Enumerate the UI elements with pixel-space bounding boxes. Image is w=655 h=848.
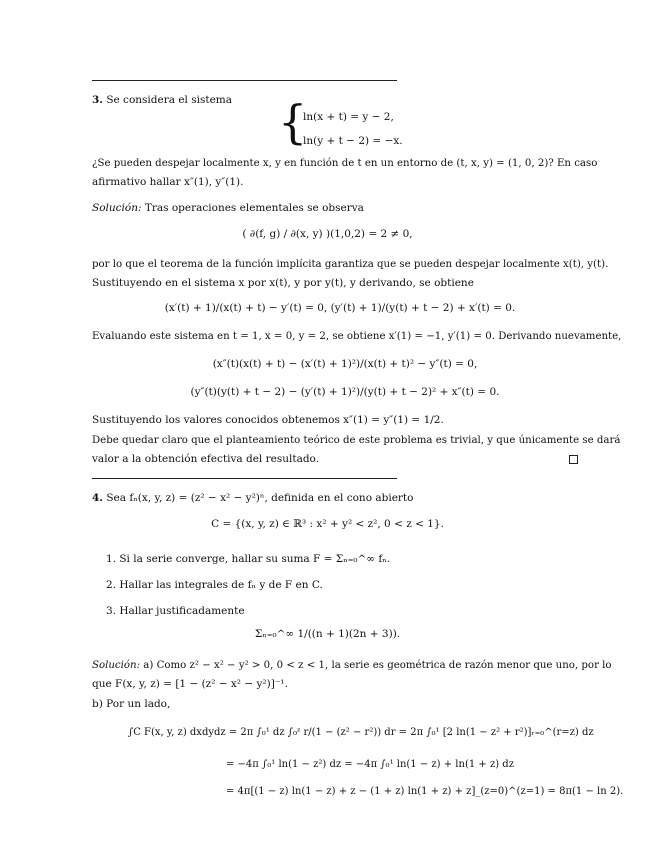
cone-definition: C = {(x, y, z) ∈ ℝ³ : x² + y² < z², 0 < z < 1}.: [211, 518, 444, 530]
problem3-text-e: Debe quedar claro que el planteamiento teórico de este problema es trivial, y que únicamente se dará: [92, 435, 621, 446]
integral-line-3: = 4π[(1 − z) ln(1 − z) + z − (1 + z) ln(1 + z) + z]_(z=0)^(z=1) = 8π(1 − ln 2).: [226, 786, 624, 797]
problem4-number: 4.: [92, 492, 103, 504]
problem3-number: 3.: [92, 94, 103, 106]
problem4-solution-line: [92, 659, 612, 672]
problem3-text-d: Sustituyendo los valores conocidos obtenemos x″(1) = y″(1) = 1/2.: [92, 414, 444, 426]
second-derivative-eq-1: (x″(t)(x(t) + t) − (x′(t) + 1)²)/(x(t) + t)² − y″(t) = 0,: [212, 358, 478, 370]
solution-intro: Tras operaciones elementales se observa: [144, 202, 364, 214]
system-eq-1: ln(x + t) = y − 2,: [303, 111, 394, 123]
problem4-item-1: 1. Si la serie converge, hallar su suma F = Σₙ₌₀^∞ fₙ.: [106, 553, 391, 565]
qed-square: [569, 455, 578, 464]
problem3-text-b: Sustituyendo en el sistema x por x(t), y por y(t), y derivando, se obtiene: [92, 277, 474, 289]
solution-label-4: Solución:: [92, 660, 141, 671]
problem3-intro: Se considera el sistema: [106, 94, 233, 106]
solution-part-a-2: que F(x, y, z) = [1 − (z² − x² − y²)]⁻¹.: [92, 678, 288, 690]
top-rule: [92, 80, 397, 81]
first-derivative-system: (x′(t) + 1)/(x(t) + t) − y′(t) = 0, (y′(t) + 1)/(y(t) + t − 2) + x′(t) = 0.: [164, 302, 516, 314]
middle-rule: [92, 478, 397, 479]
solution-label: Solución:: [92, 202, 142, 214]
system-eq-2: ln(y + t − 2) = −x.: [303, 135, 403, 147]
problem3-solution-line: [92, 202, 364, 215]
problem4-item-2: 2. Hallar las integrales de fₙ y de F en C.: [106, 579, 323, 591]
integral-line-2: = −4π ∫₀¹ ln(1 − z²) dz = −4π ∫₀¹ ln(1 − z) + ln(1 + z) dz: [226, 759, 514, 770]
problem3-question-line2: afirmativo hallar x″(1), y″(1).: [92, 176, 244, 188]
problem4-header: [92, 492, 413, 505]
second-derivative-eq-2: (y″(t)(y(t) + t − 2) − (y′(t) + 1)²)/(y(t) + t − 2)² + x″(t) = 0.: [190, 386, 500, 398]
series-expression: Σₙ₌₀^∞ 1/((n + 1)(2n + 3)).: [254, 628, 401, 640]
problem3-text-c: Evaluando este sistema en t = 1, x = 0, y = 2, se obtiene x′(1) = −1, y′(1) = 0. Derivando nuevamente,: [92, 331, 622, 342]
problem3-header: [92, 94, 232, 107]
problem3-text-a: por lo que el teorema de la función implícita garantiza que se pueden despejar localmente x(t), y(t).: [92, 259, 609, 270]
problem3-question-line1: ¿Se pueden despejar localmente x, y en función de t en un entorno de (t, x, y) = (1, 0, 2)? En caso: [92, 158, 598, 169]
system-brace: {: [278, 95, 308, 149]
solution-part-b: b) Por un lado,: [92, 698, 171, 710]
problem4-intro: Sea fₙ(x, y, z) = (z² − x² − y²)ⁿ, definida en el cono abierto: [106, 492, 414, 504]
solution-part-a-1: a) Como z² − x² − y² > 0, 0 < z < 1, la serie es geométrica de razón menor que uno, por lo: [143, 660, 612, 671]
problem4-item-3: 3. Hallar justificadamente: [106, 605, 245, 617]
jacobian-equation: ( ∂(f, g) / ∂(x, y) )(1,0,2) = 2 ≠ 0,: [242, 228, 413, 240]
problem3-text-f: valor a la obtención efectiva del resultado.: [92, 453, 320, 465]
integral-line-1: ∫C F(x, y, z) dxdydz = 2π ∫₀¹ dz ∫₀ᶻ r/(1 − (z² − r²)) dr = 2π ∫₀¹ [2 ln(1 − z² + r²)]ᵣ₌₀^(r=z) dz: [128, 727, 594, 738]
